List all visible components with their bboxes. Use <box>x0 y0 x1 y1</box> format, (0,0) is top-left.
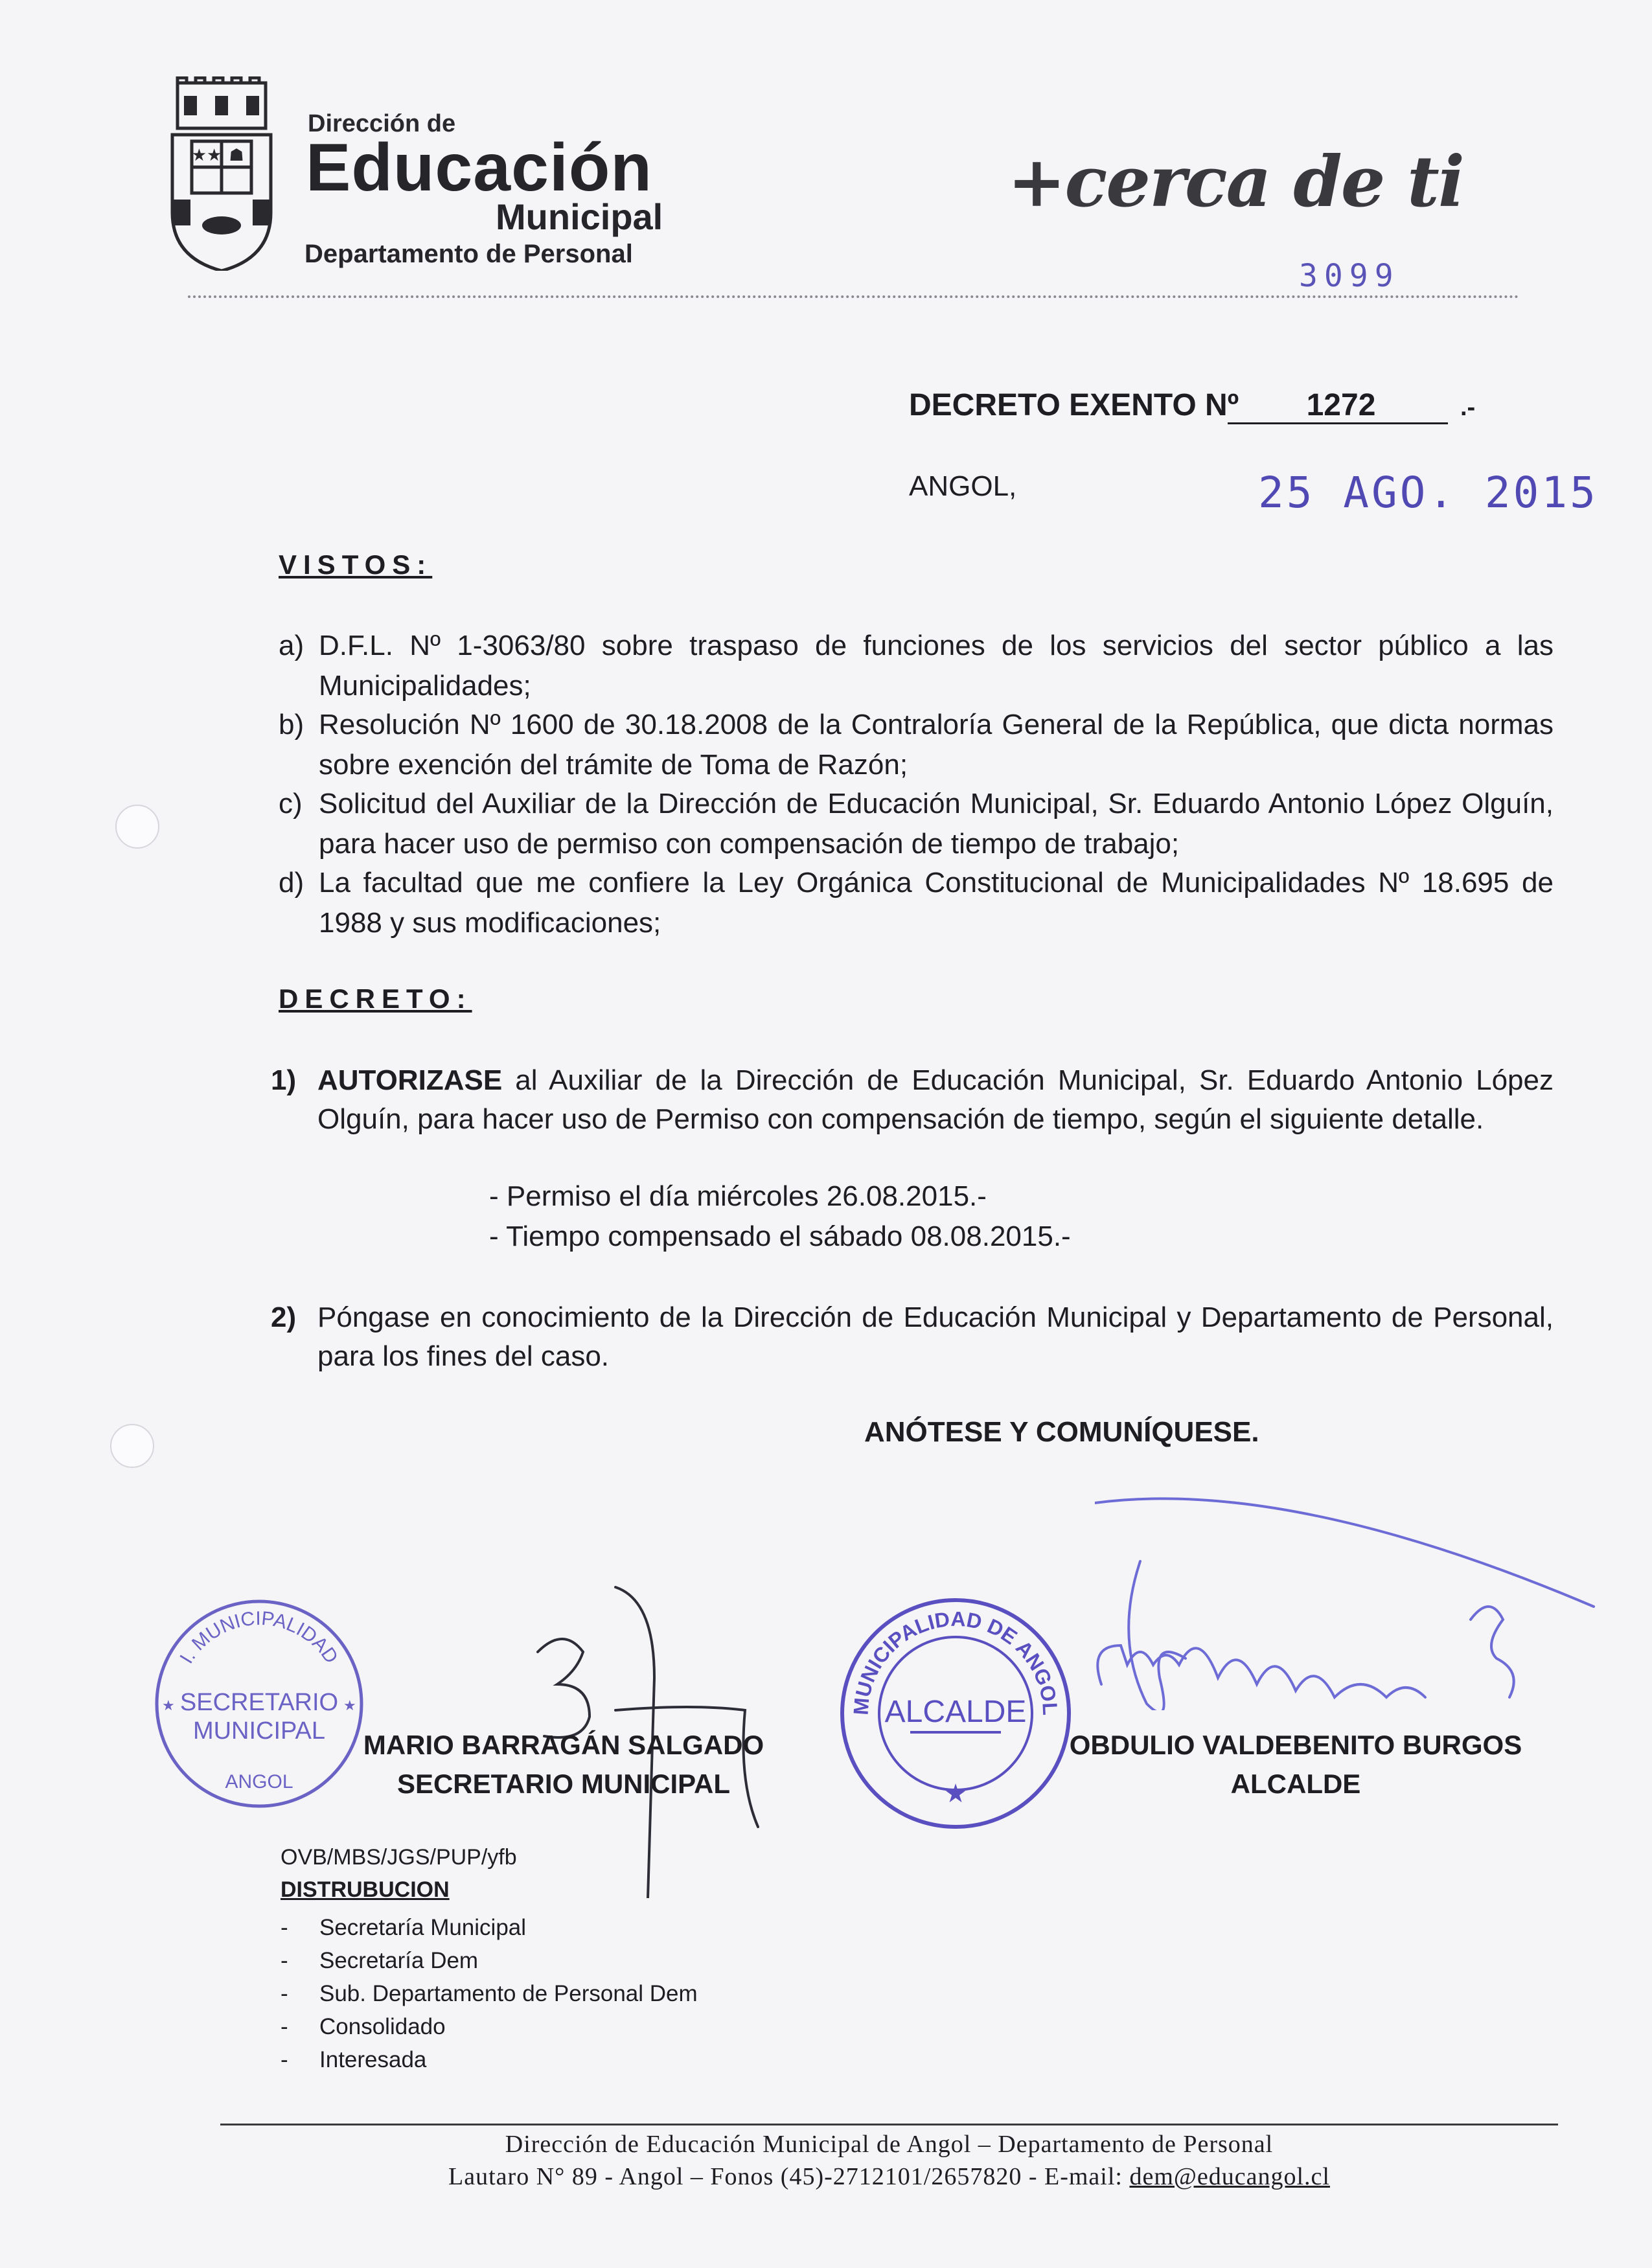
header-direction-label: Dirección de <box>308 110 456 137</box>
vistos-item-label: b) <box>279 709 304 740</box>
decreto-item-1 <box>271 1061 1554 1139</box>
slogan-logo: +cerca de ti <box>1007 141 1463 223</box>
mayor-seal-stamp <box>836 1594 1075 1833</box>
vistos-item-c <box>279 784 1554 864</box>
secretary-signature-block <box>350 1726 777 1804</box>
header-municipal-label: Municipal <box>496 196 663 237</box>
footer-email-link[interactable]: dem@educangol.cl <box>1129 2163 1330 2190</box>
svg-text:★: ★ <box>343 1697 356 1713</box>
list-item: - Sub. Departamento de Personal Dem <box>281 1977 698 2010</box>
decreto-item-text: Póngase en conocimiento de la Dirección de Educación Municipal y Departamento de Personal, para los fines del caso. <box>317 1301 1554 1372</box>
registry-number-stamp: 3099 <box>1299 258 1400 294</box>
list-item: - Secretaría Dem <box>281 1944 698 1977</box>
detail-compensated-time: - Tiempo compensado el sábado 08.08.2015.- <box>489 1220 1071 1252</box>
svg-text:☗: ☗ <box>229 145 244 165</box>
distribution-title: DISTRUBUCION <box>281 1877 450 1902</box>
distribution-list <box>281 1911 698 2076</box>
decreto-item-2 <box>271 1298 1554 1376</box>
punch-hole-bottom <box>110 1424 154 1468</box>
svg-text:★: ★ <box>944 1780 967 1808</box>
mayor-signature <box>1095 1496 1607 1710</box>
decreto-item-body: al Auxiliar de la Dirección de Educación Municipal, Sr. Eduardo Antonio López Olguín, para hacer uso de Permiso con compensación de tiempo, según el siguiente detalle. <box>317 1064 1554 1135</box>
authorize-keyword: AUTORIZASE <box>317 1064 503 1096</box>
stamp-top-text: I. MUNICIPALIDAD <box>176 1607 343 1667</box>
svg-text:I. MUNICIPALIDAD <box>176 1608 342 1667</box>
vistos-item-text: La facultad que me confiere la Ley Orgánica Constitucional de Municipalidades Nº 18.695 de 1988 y sus modificaciones; <box>319 867 1554 939</box>
vistos-item-label: a) <box>279 630 304 661</box>
closing-formula: ANÓTESE Y COMUNÍQUESE. <box>864 1416 1259 1448</box>
vistos-item-text: Solicitud del Auxiliar de la Dirección de Educación Municipal, Sr. Eduardo Antonio López Olguín, para hacer uso de permiso con compensación de tiempo de trabajo; <box>319 788 1554 860</box>
mayor-stamp-center-text: ALCALDE <box>884 1695 1027 1729</box>
decreto-item-text <box>317 1061 1554 1139</box>
decree-number-underline <box>1228 422 1448 424</box>
secretary-name: MARIO BARRAGÁN SALGADO <box>363 1730 764 1760</box>
secretary-title: SECRETARIO MUNICIPAL <box>396 1769 731 1799</box>
footer-line-1: Dirección de Educación Municipal de Angol – Departamento de Personal <box>505 2131 1274 2158</box>
decreto-item-label: 1) <box>271 1064 297 1096</box>
decree-title: DECRETO EXENTO Nº <box>909 388 1239 422</box>
footer-line-2 <box>220 2162 1558 2191</box>
list-item: - Secretaría Municipal <box>281 1911 698 1944</box>
secretary-seal-stamp <box>149 1594 369 1814</box>
vistos-item-text: Resolución Nº 1600 de 30.18.2008 de la Contraloría General de la República, que dicta normas sobre exención del trámite de Toma de Razón; <box>319 709 1554 781</box>
decreto-item-label: 2) <box>271 1301 297 1333</box>
punch-hole-top <box>115 805 159 849</box>
municipal-crest-logo <box>170 76 273 271</box>
mayor-signature-block <box>1062 1726 1529 1804</box>
vistos-heading: VISTOS: <box>279 549 433 580</box>
footer-divider <box>220 2124 1558 2125</box>
decree-place: ANGOL, <box>909 470 1017 502</box>
svg-text:★★: ★★ <box>191 145 222 165</box>
vistos-item-label: d) <box>279 867 304 899</box>
footer-address: Lautaro N° 89 - Angol – Fonos (45)-2712101/2657820 - E-mail: <box>448 2163 1130 2190</box>
decree-number-suffix: .- <box>1460 394 1476 421</box>
header-divider <box>188 295 1519 298</box>
stamp-line-2: MUNICIPAL <box>192 1717 326 1745</box>
decree-number: 1272 <box>1306 388 1376 422</box>
vistos-item-d <box>279 863 1554 943</box>
vistos-item-label: c) <box>279 788 303 819</box>
stamp-line-1: SECRETARIO <box>179 1689 339 1716</box>
mayor-title: ALCALDE <box>1230 1769 1361 1799</box>
mayor-stamp-ring-text: MUNICIPALIDAD DE ANGOL <box>849 1607 1062 1716</box>
detail-permit-day: - Permiso el día miércoles 26.08.2015.- <box>489 1180 987 1212</box>
vistos-item-a <box>279 626 1554 706</box>
stamp-bottom-text: ANGOL <box>225 1771 293 1793</box>
vistos-item-b <box>279 705 1554 785</box>
mayor-name: OBDULIO VALDEBENITO BURGOS <box>1069 1730 1522 1760</box>
reference-initials: OVB/MBS/JGS/PUP/yfb <box>281 1845 517 1870</box>
header-department-label: Departamento de Personal <box>304 240 633 268</box>
decreto-heading: DECRETO: <box>279 983 472 1014</box>
list-item: - Interesada <box>281 2043 698 2076</box>
svg-text:★: ★ <box>162 1697 175 1713</box>
vistos-item-text: D.F.L. Nº 1-3063/80 sobre traspaso de funciones de los servicios del sector público a las Municipalidades; <box>319 630 1554 702</box>
list-item: - Consolidado <box>281 2010 698 2043</box>
date-stamp: 25 AGO. 2015 <box>1258 468 1598 518</box>
header-education-label: Educación <box>306 130 652 205</box>
